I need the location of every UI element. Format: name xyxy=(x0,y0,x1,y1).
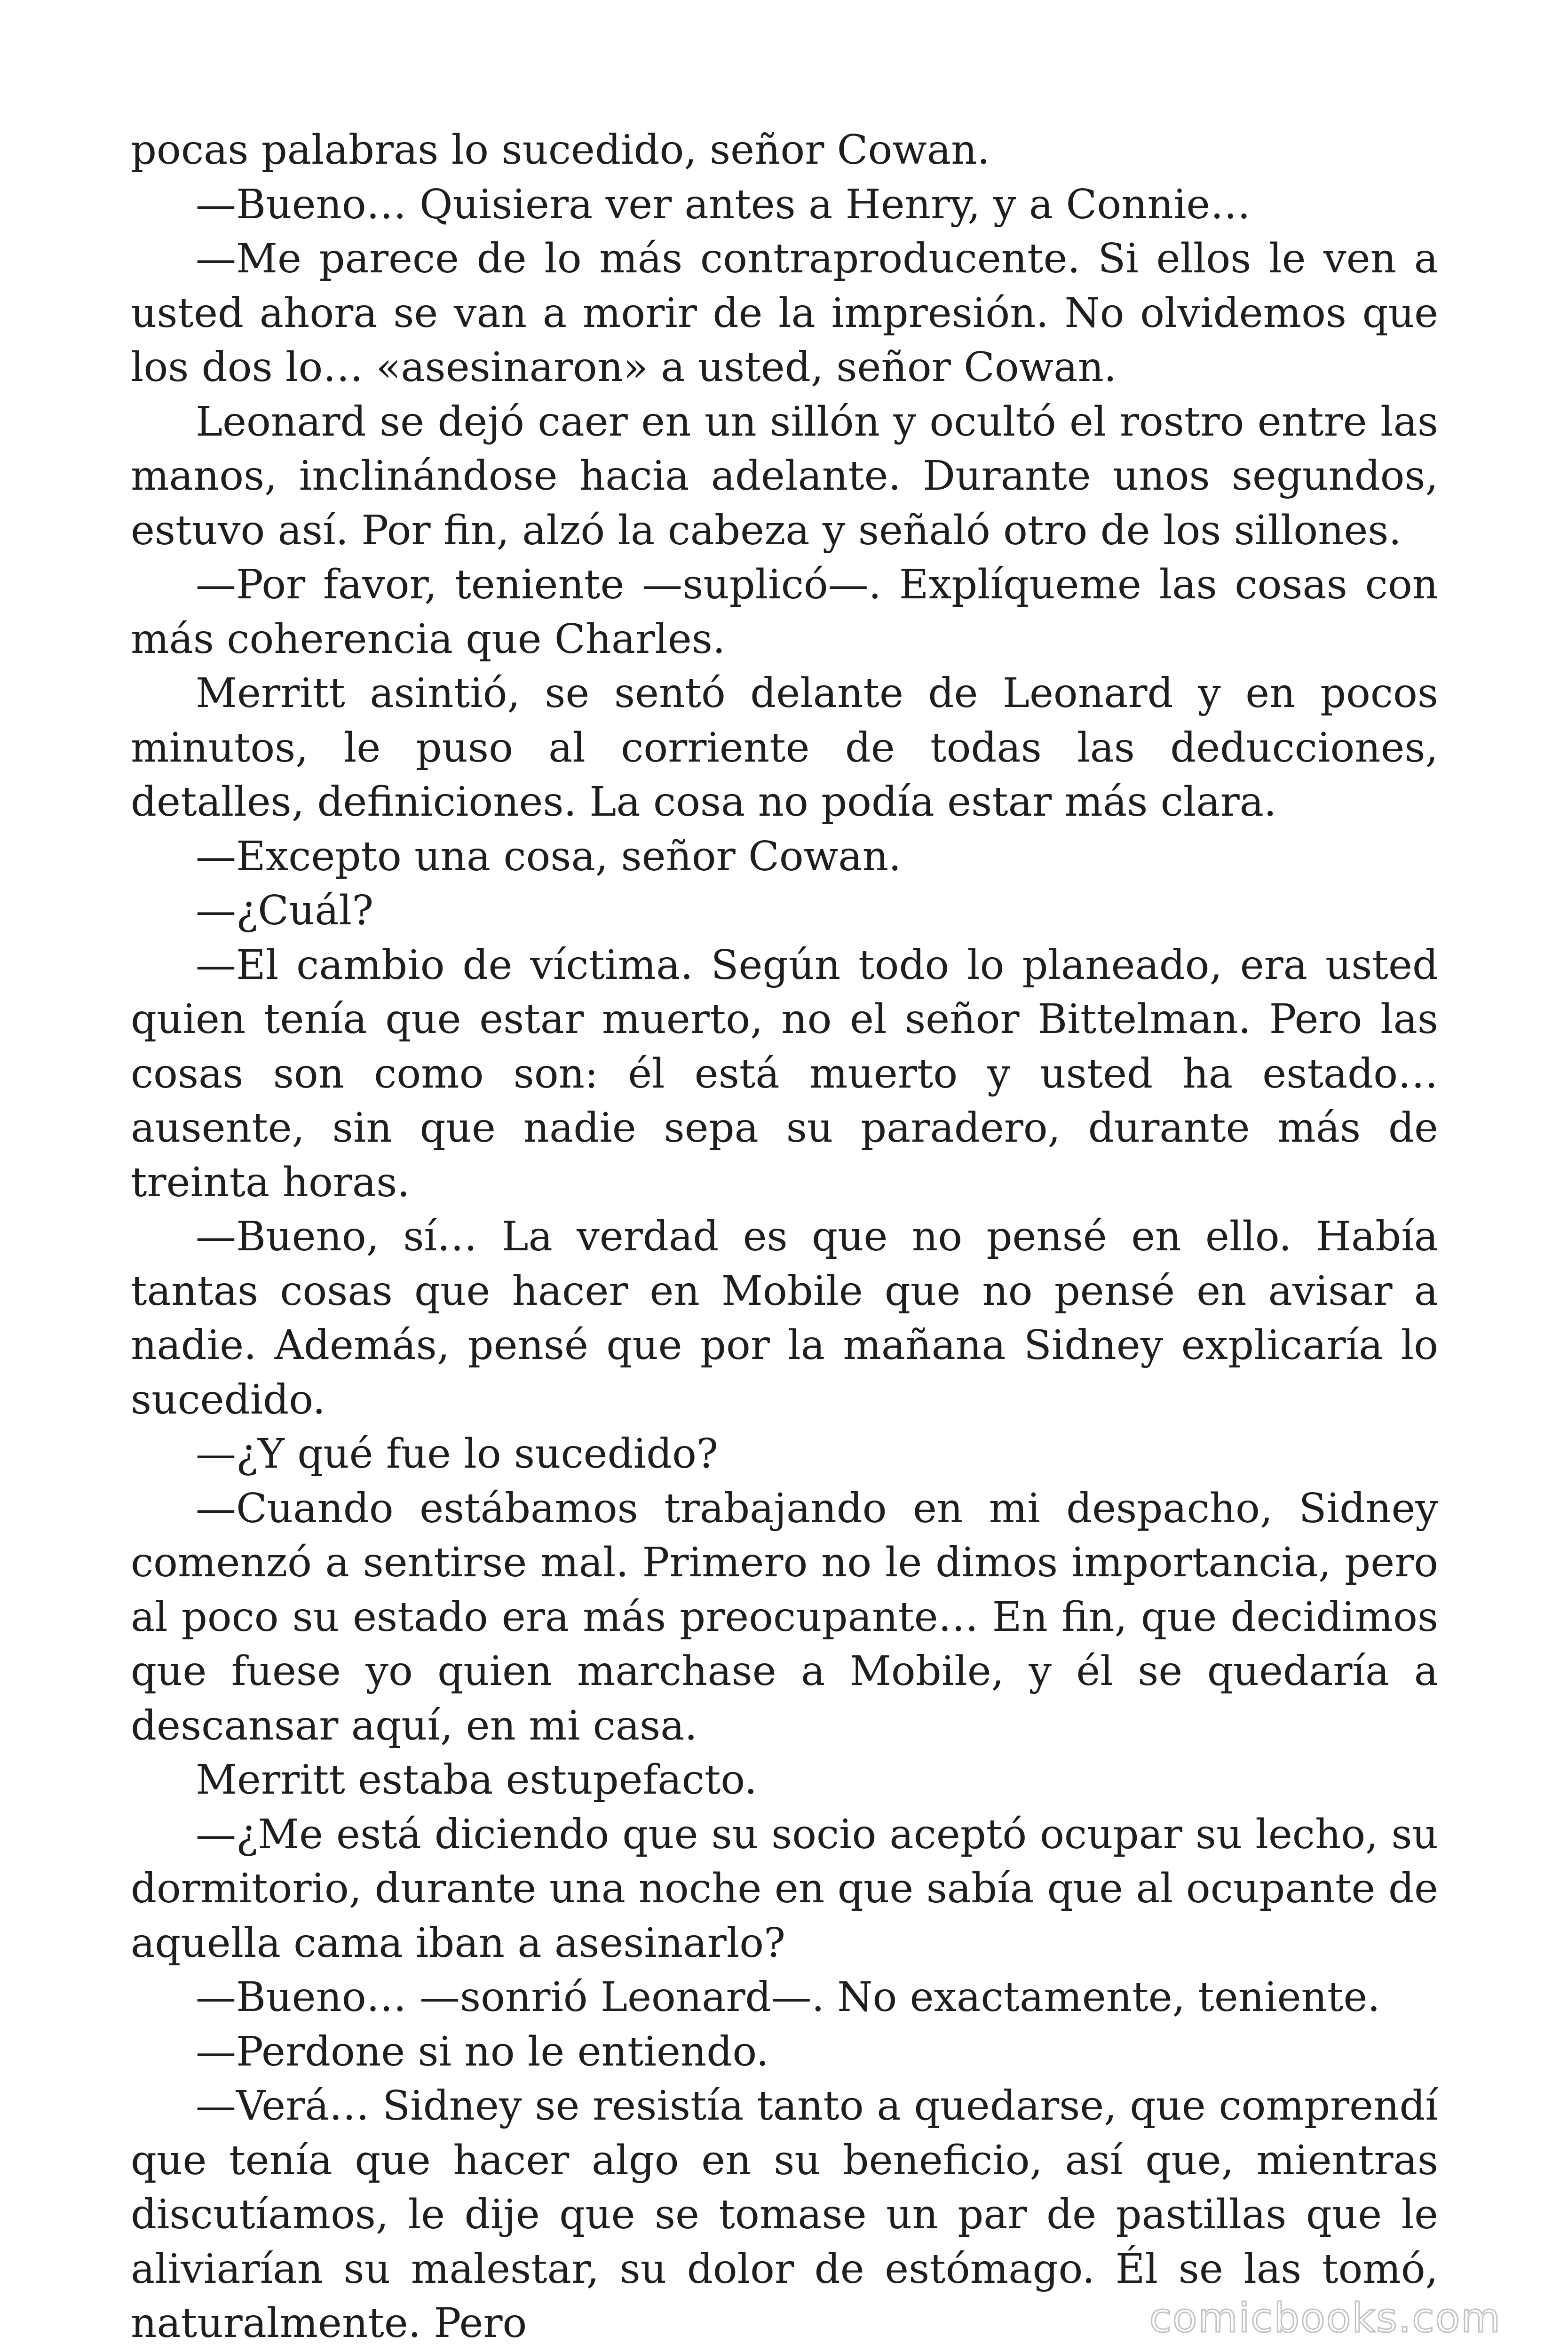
paragraph: —Excepto una cosa, señor Cowan. xyxy=(196,833,902,880)
paragraph: Leonard se dejó caer en un sillón y ocultó el rostro entre las manos, inclinándose hacia adelante. Durante unos segundos, estuvo así. Por fin, alzó la cabeza y señaló otro de los sillones. xyxy=(131,398,1438,554)
paragraph: —Perdone si no le entiendo. xyxy=(196,2028,769,2075)
paragraph: —Bueno… Quisiera ver antes a Henry, y a Connie… xyxy=(196,181,1251,228)
paragraph: —Verá… Sidney se resistía tanto a quedarse, que comprendí que tenía que hacer algo en su beneficio, así que, mientras discutíamos, le dije que se tomase un par de pastillas que le aliviarían su malestar, su dolor de estómago. Él se las tomó, naturalmente. Pero xyxy=(131,2082,1438,2347)
watermark: comicbooks.com xyxy=(1149,2295,1501,2342)
paragraph: —¿Cuál? xyxy=(196,887,374,934)
body-text xyxy=(131,123,1438,2351)
paragraph: Merritt asintió, se sentó delante de Leonard y en pocos minutos, le puso al corriente de todas las deducciones, detalles, definiciones. La cosa no podía estar más clara. xyxy=(131,670,1438,826)
paragraph: —Me parece de lo más contraproducente. Si ellos le ven a usted ahora se van a morir de la impresión. No olvidemos que los dos lo… «asesinaron» a usted, señor Cowan. xyxy=(131,235,1438,391)
paragraph: —El cambio de víctima. Según todo lo planeado, era usted quien tenía que estar muerto, no el señor Bittelman. Pero las cosas son como son: él está muerto y usted ha estado… ausente, sin que nadie sepa su paradero, durante más de treinta horas. xyxy=(131,941,1438,1206)
paragraph: —Cuando estábamos trabajando en mi despacho, Sidney comenzó a sentirse mal. Primero no le dimos importancia, pero al poco su estado era más preocupante… En fin, que decidimos que fuese yo quien marchase a Mobile, y él se quedaría a descansar aquí, en mi casa. xyxy=(131,1485,1438,1749)
paragraph: pocas palabras lo sucedido, señor Cowan. xyxy=(131,127,990,174)
paragraph: —Bueno… —sonrió Leonard—. No exactamente, teniente. xyxy=(196,1974,1380,2021)
paragraph: Merritt estaba estupefacto. xyxy=(196,1756,758,1804)
paragraph: —Bueno, sí… La verdad es que no pensé en ello. Había tantas cosas que hacer en Mobile que no pensé en avisar a nadie. Además, pensé que por la mañana Sidney explicaría lo sucedido. xyxy=(131,1213,1438,1423)
paragraph: —¿Y qué fue lo sucedido? xyxy=(196,1430,719,1478)
paragraph: —¿Me está diciendo que su socio aceptó ocupar su lecho, su dormitorio, durante una noche en que sabía que al ocupante de aquella cama iban a asesinarlo? xyxy=(131,1811,1438,1967)
paragraph: —Por favor, teniente —suplicó—. Explíqueme las cosas con más coherencia que Charles. xyxy=(131,561,1438,663)
